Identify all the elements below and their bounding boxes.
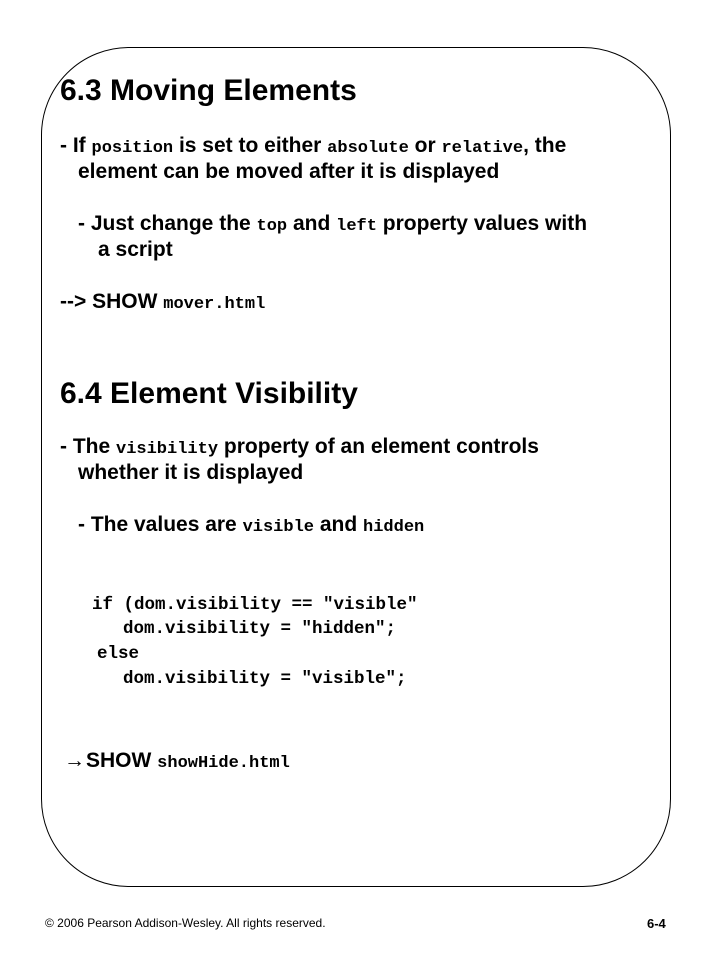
text: and	[314, 513, 364, 536]
sub-bullet-top-left-line2: a script	[98, 238, 173, 261]
section-title-element-visibility: 6.4 Element Visibility	[60, 377, 358, 410]
text: SHOW	[86, 749, 158, 772]
code-visibility: visibility	[116, 440, 219, 459]
sub-bullet-top-left-line1	[78, 211, 587, 240]
code-mover-html: mover.html	[163, 295, 266, 314]
text: is set to either	[173, 134, 328, 157]
code-hidden: hidden	[363, 518, 425, 537]
code-top: top	[256, 217, 288, 236]
text: and	[287, 212, 337, 235]
text: - The	[60, 435, 116, 458]
show-mover	[60, 289, 265, 318]
text: property of an element controls	[218, 435, 539, 458]
footer-copyright: © 2006 Pearson Addison-Wesley. All rights reserved.	[45, 916, 326, 930]
code-absolute: absolute	[327, 139, 409, 158]
right-arrow-icon: →	[64, 749, 85, 772]
bullet-position-line1	[60, 133, 566, 162]
code-position: position	[91, 139, 174, 158]
code-relative: relative	[441, 139, 524, 158]
bullet-position-line2: element can be moved after it is displayed	[78, 160, 500, 183]
section-title-moving-elements: 6.3 Moving Elements	[60, 74, 357, 107]
page-number: 6-4	[647, 916, 666, 931]
code-visible: visible	[242, 518, 314, 537]
text: - Just change the	[78, 212, 257, 235]
show-showhide	[64, 748, 290, 777]
text: --> SHOW	[60, 290, 164, 313]
bullet-visibility-line2: whether it is displayed	[78, 461, 304, 484]
code-line-if: if (dom.visibility == "visible"	[92, 595, 418, 615]
code-line-hidden: dom.visibility = "hidden";	[123, 619, 397, 639]
text: - If	[60, 134, 92, 157]
text: property values with	[376, 212, 588, 235]
text: , the	[523, 134, 567, 157]
code-line-else: else	[97, 644, 140, 664]
code-left: left	[336, 217, 377, 236]
code-line-visible: dom.visibility = "visible";	[123, 669, 407, 689]
text: - The values are	[78, 513, 243, 536]
sub-bullet-values	[78, 512, 424, 541]
text: or	[408, 134, 442, 157]
code-showhide-html: showHide.html	[157, 754, 290, 773]
bullet-visibility-line1	[60, 434, 539, 463]
